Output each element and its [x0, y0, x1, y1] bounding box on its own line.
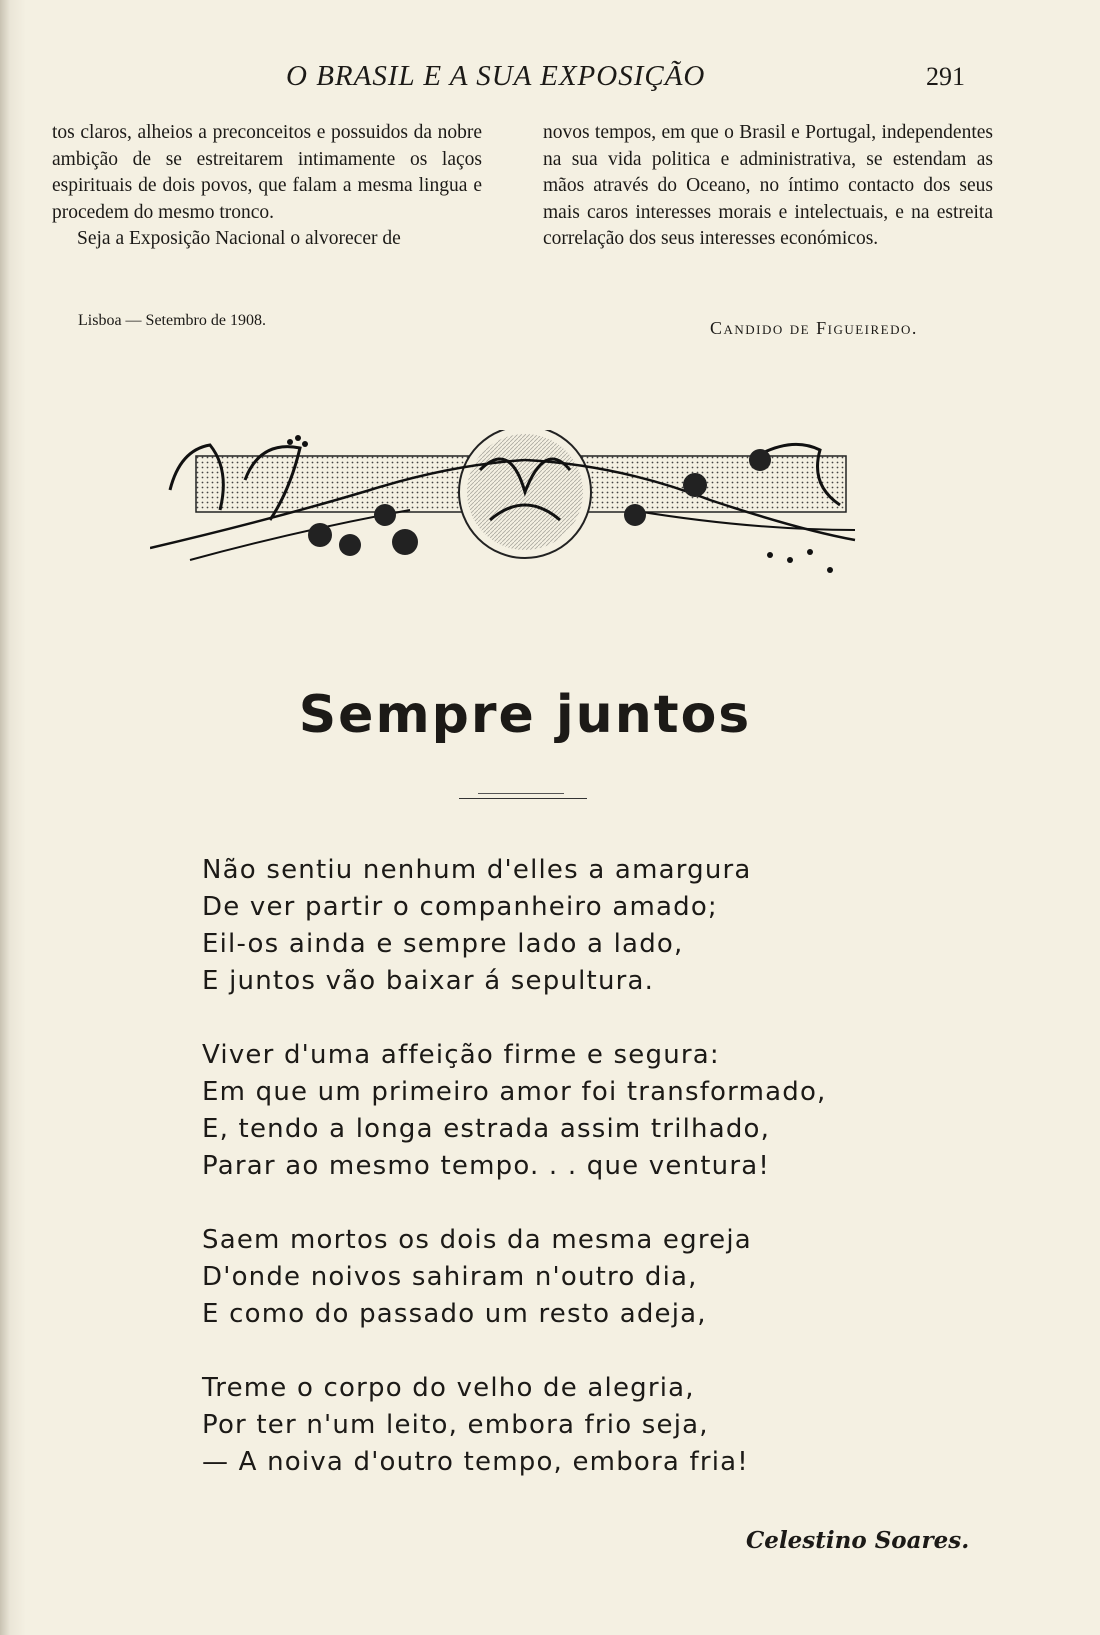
title-rule — [478, 793, 564, 794]
verse-line: Saem mortos os dois da mesma egreja — [202, 1225, 752, 1255]
poem-body — [202, 852, 902, 1518]
stanza — [202, 1037, 902, 1185]
verse-line: Não sentiu nenhum d'elles a amargura — [202, 855, 752, 885]
verse-line: — A noiva d'outro tempo, embora fria! — [202, 1447, 749, 1477]
dateline: Lisboa — Setembro de 1908. — [78, 312, 266, 329]
article-signature: Candido de Figueiredo. — [710, 318, 918, 338]
verse-line: De ver partir o companheiro amado; — [202, 892, 718, 922]
paragraph: tos claros, alheios a preconceitos e possuidos da nobre ambição de se estreitarem intimamente os laços espirituais de dois povos, que falam a mesma lingua e procedem do mesmo tronco. — [52, 122, 482, 223]
verse-line: Treme o corpo do velho de alegria, — [202, 1373, 695, 1403]
verse-line: D'onde noivos sahiram n'outro dia, — [202, 1262, 698, 1292]
verse-line: E, tendo a longa estrada assim trilhado, — [202, 1114, 771, 1144]
verse-line: Em que um primeiro amor foi transformado, — [202, 1077, 827, 1107]
verse-line: Por ter n'um leito, embora frio seja, — [202, 1410, 709, 1440]
running-header — [0, 60, 1100, 100]
running-title: O BRASIL E A SUA EXPOSIÇÃO — [286, 60, 706, 92]
floral-ornament-banner — [150, 430, 900, 600]
paragraph: Seja a Exposição Nacional o alvorecer de — [77, 228, 401, 249]
verse-line: Eil-os ainda e sempre lado a lado, — [202, 929, 684, 959]
verse-line: E como do passado um resto adeja, — [202, 1299, 707, 1329]
article-left-column — [52, 120, 482, 253]
stanza — [202, 1222, 902, 1333]
verse-line: E juntos vão baixar á sepultura. — [202, 966, 655, 996]
poem-author: Celestino Soares. — [746, 1527, 970, 1554]
verse-line: Viver d'uma affeição firme e segura: — [202, 1040, 720, 1070]
title-rule — [459, 798, 587, 799]
page-number: 291 — [926, 62, 965, 91]
poem-title: Sempre juntos — [298, 685, 752, 745]
stanza — [202, 852, 902, 1000]
article-right-column — [543, 120, 993, 253]
paragraph: novos tempos, em que o Brasil e Portugal, independentes na sua vida politica e administrativa, se estendam as mãos através do Oceano, no íntimo contacto dos seus mais caros interesses morais e intelectuais, e na estreita correlação dos seus interesses económicos. — [543, 122, 993, 249]
stanza — [202, 1370, 902, 1481]
verse-line: Parar ao mesmo tempo. . . que ventura! — [202, 1151, 770, 1181]
